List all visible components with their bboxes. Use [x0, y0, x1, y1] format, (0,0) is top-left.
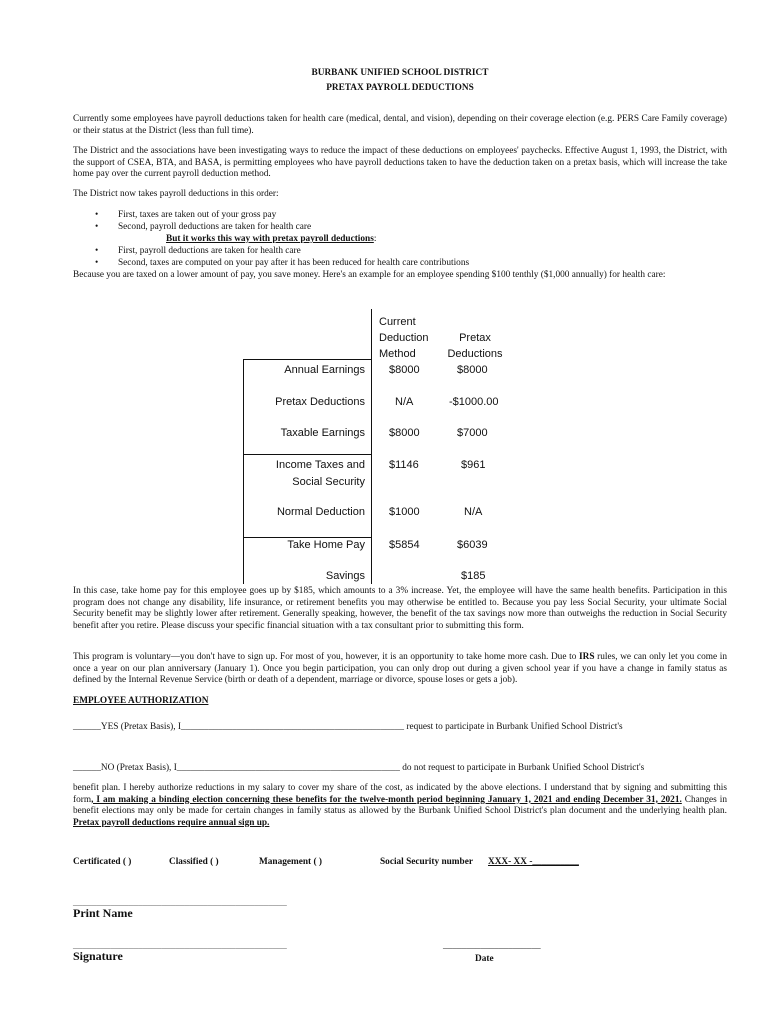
bullet-icon: •: [95, 210, 99, 220]
intro-paragraph-1: Currently some employees have payroll deductions taken for health care (medical, dental, and vision), depending on their coverage election (e.g. PERS Care Family coverage) or their status at the District (less than full time).: [73, 114, 727, 136]
pretax-method-heading-colon: :: [373, 234, 377, 244]
certificated-checkbox[interactable]: Certificated ( ): [73, 857, 132, 867]
irs-text: IRS: [579, 652, 595, 662]
cell-pretax: $961: [461, 459, 486, 471]
row-label: Annual Earnings: [284, 364, 365, 376]
row-label: Social Security: [292, 476, 365, 488]
row-label: Savings: [325, 570, 365, 582]
yes-election-line[interactable]: ______YES (Pretax Basis), I________________________________________________ request to participate in Burbank Unified School District's: [73, 722, 623, 732]
header-line: Pretax: [459, 332, 491, 344]
table-divider: [371, 309, 372, 584]
cell-pretax: $185: [461, 570, 486, 582]
list-item: First, taxes are taken out of your gross pay: [118, 210, 277, 220]
row-label: Taxable Earnings: [280, 427, 365, 439]
row-label: Income Taxes and: [275, 459, 365, 471]
authorization-text: benefit plan. I hereby authorize reductions in my salary to cover my share of the cost, as indicated by the above elections. I understand that by signing and submitting this form: [73, 783, 727, 805]
bullet-icon: •: [95, 258, 99, 268]
authorization-heading: EMPLOYEE AUTHORIZATION: [73, 696, 209, 706]
voluntary-text: rules, we can only let you come in once a year on our plan anniversary (January 1). Once you begin participation, you can only drop out during a given school year if you have a change in family status as defined by the Internal Revenue Service (birth or death of a dependent, marriage or divorce, spouse loses or gets a job).: [73, 652, 727, 686]
cell-current: $1000: [389, 506, 420, 518]
binding-election-text: , I am making a binding election concerning these benefits for the twelve-month period beginning January 1, 2021 and ending December 31, 2021.: [91, 794, 682, 805]
column-header-current: [379, 314, 429, 362]
bullet-icon: •: [95, 222, 99, 232]
row-label: Take Home Pay: [287, 539, 365, 551]
row-label: Pretax Deductions: [275, 396, 365, 408]
header-line: Current: [379, 316, 416, 328]
table-divider: [243, 359, 372, 360]
header-line: Method: [379, 348, 416, 360]
bullet-icon: •: [95, 246, 99, 256]
date-label: Date: [475, 954, 494, 964]
list-item: Second, payroll deductions are taken for health care: [118, 222, 312, 232]
pretax-method-heading: [166, 234, 376, 246]
row-label: Normal Deduction: [276, 506, 365, 518]
cell-current: $1146: [389, 459, 419, 471]
header-line: Deduction: [379, 332, 429, 344]
print-name-line[interactable]: ______________________________________________: [73, 898, 287, 908]
management-checkbox[interactable]: Management ( ): [259, 857, 322, 867]
list-item: Second, taxes are computed on your pay after it has been reduced for health care contributions: [118, 258, 470, 268]
cell-pretax: $7000: [457, 427, 488, 439]
cell-pretax: -$1000.00: [449, 396, 499, 408]
classified-checkbox[interactable]: Classified ( ): [169, 857, 219, 867]
column-header-pretax: [440, 330, 510, 362]
voluntary-text: This program is voluntary—you don't have to sign up. For most of you, however, it is an opportunity to take home more cash. Due to: [73, 652, 579, 662]
authorization-text: Changes in benefit elections may only be made for certain changes in family status as allowed by the Burbank Unified School District's plan document and the underlying health plan.: [73, 794, 727, 817]
cell-pretax: N/A: [464, 506, 483, 518]
print-name-label: Print Name: [73, 906, 133, 920]
table-divider: [243, 454, 372, 455]
ssn-label: Social Security number: [380, 857, 473, 867]
header-line: Deductions: [447, 348, 503, 360]
cell-current: $8000: [389, 364, 420, 376]
annual-signup-text: Pretax payroll deductions require annual sign up.: [73, 817, 270, 828]
ssn-field[interactable]: [488, 857, 579, 869]
example-intro: Because you are taxed on a lower amount of pay, you save money. Here's an example for an employee spending $100 tenthly ($1,000 annually) for health care:: [73, 270, 666, 280]
cell-current: $5854: [389, 539, 420, 551]
district-title: BURBANK UNIFIED SCHOOL DISTRICT: [311, 68, 489, 78]
document-title: PRETAX PAYROLL DEDUCTIONS: [326, 83, 474, 93]
pretax-method-heading-text: But it works this way with pretax payroll deductions: [166, 234, 374, 244]
no-election-line[interactable]: ______NO (Pretax Basis), I________________________________________________ do not request to participate in Burbank Unified School District's: [73, 763, 645, 773]
cell-pretax: $6039: [457, 539, 488, 551]
date-line[interactable]: _____________________: [443, 941, 541, 951]
cell-pretax: $8000: [457, 364, 488, 376]
ssn-value: XXX- XX -__________: [488, 857, 579, 867]
signature-label: Signature: [73, 949, 123, 963]
intro-paragraph-3: The District now takes payroll deductions in this order:: [73, 189, 279, 199]
savings-explanation: In this case, take home pay for this employee goes up by $185, which amounts to a 3% increase. Yet, the employee will have the same health benefits. Participation in this program does not change any disability, life insurance, or retirement benefits you may otherwise be entitled to. Because you pay less Social Security, your ultimate Social Security benefit may be slightly lower after retirement. Generally speaking, however, the benefit of the tax savings now more than outweighs the reduction in Social Security benefit after you retire. Please discuss your specific financial situation with a tax consultant prior to submitting this form.: [73, 586, 727, 631]
list-item: First, payroll deductions are taken for health care: [118, 246, 301, 256]
intro-paragraph-2: The District and the associations have been investigating ways to reduce the impact of these deductions on employees' paychecks. Effective August 1, 1993, the District, with the support of CSEA, BTA, and BASA, is permitting employees who have payroll deductions taken to have the deduction taken on a pretax basis, which will increase the take home pay over the current payroll deduction method.: [73, 146, 727, 180]
signature-line[interactable]: ______________________________________________: [73, 941, 287, 951]
cell-current: $8000: [389, 427, 420, 439]
authorization-paragraph: [73, 783, 727, 829]
voluntary-paragraph: [73, 652, 727, 687]
cell-current: N/A: [395, 396, 414, 408]
